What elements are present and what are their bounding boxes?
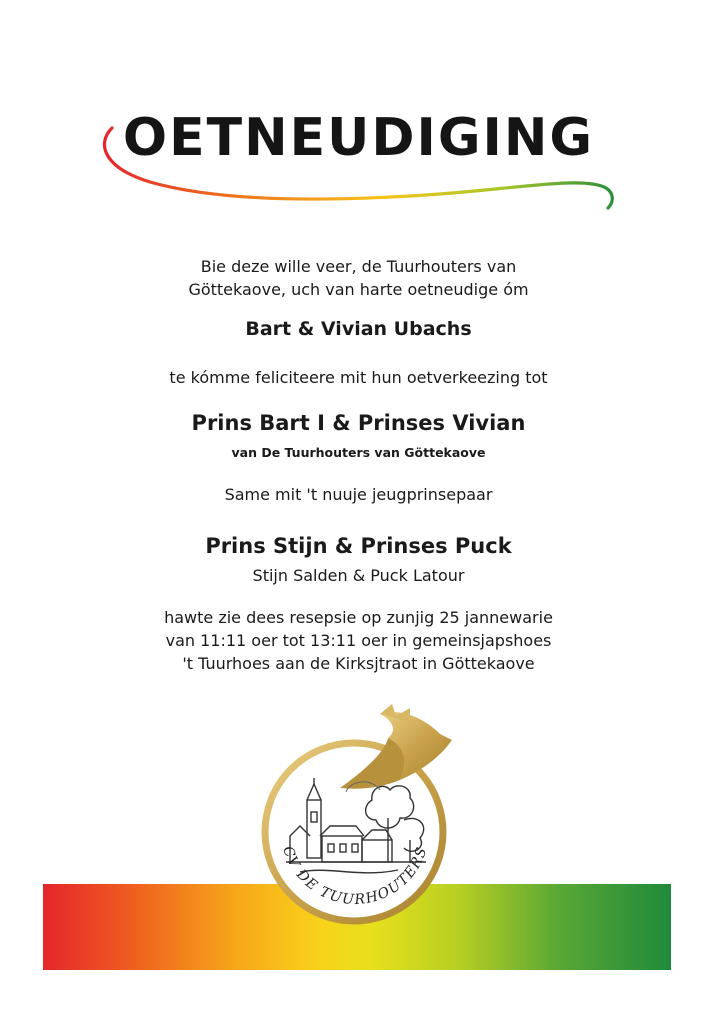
youth-names: Stijn Salden & Puck Latour: [252, 566, 465, 585]
page-title: OETNEUDIGING: [122, 108, 595, 168]
intro-line-1: Bie deze wille veer, de Tuurhouters van: [200, 257, 517, 276]
youth-prince-pair: Prins Stijn & Prinses Puck: [205, 534, 512, 558]
hosts-name: Bart & Vivian Ubachs: [245, 318, 472, 340]
reception-line-1: hawte zie dees resepsie op zunjig 25 jannewarie: [164, 608, 553, 627]
prince-organisation: van De Tuurhouters van Göttekaove: [231, 445, 486, 460]
congrats-line: te kómme feliciteere mit hun oetverkeezing tot: [169, 368, 548, 387]
prince-pair: Prins Bart I & Prinses Vivian: [191, 411, 526, 435]
reception-line-2: van 11:11 oer tot 13:11 oer in gemeinsjapshoes: [165, 631, 552, 650]
youth-intro: Same mit 't nuuje jeugprinsepaar: [224, 485, 493, 504]
reception-line-3: 't Tuurhoes aan de Kirksjtraot in Göttekaove: [182, 654, 535, 673]
intro-line-2: Göttekaove, uch van harte oetneudige óm: [188, 280, 529, 299]
logo-text: CV DE TUURHOUTERS: [279, 844, 431, 909]
